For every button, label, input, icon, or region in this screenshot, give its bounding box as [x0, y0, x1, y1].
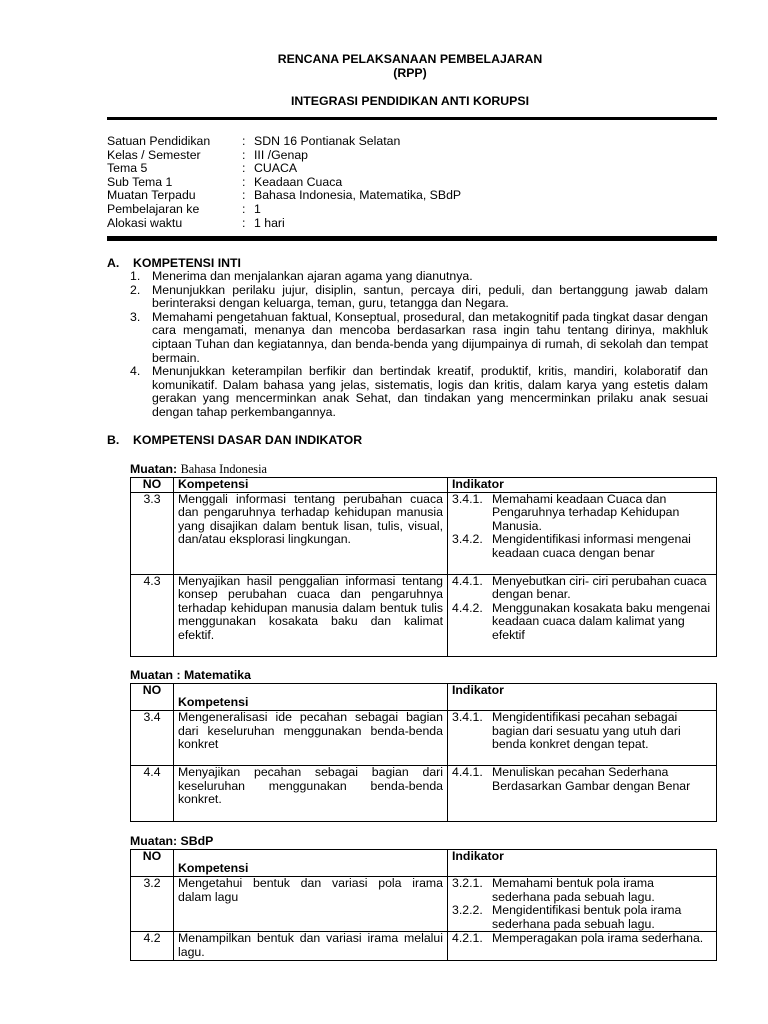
col-kompetensi: Kompetensi: [174, 850, 448, 877]
table-row: 4.4 Menyajikan pecahan sebagai bagian dari keseluruhan menggunakan benda-benda konkret. 4.4.1. Menuliskan pecahan Sederhana Berdasarkan Gambar dengan Benar: [131, 766, 717, 822]
section-b-heading: B. KOMPETENSI DASAR DAN INDIKATOR: [107, 433, 363, 447]
table-matematika: [130, 683, 717, 822]
col-no: NO: [131, 478, 174, 493]
section-a-heading: A. KOMPETENSI INTI: [107, 256, 241, 270]
muatan-bahasa-indonesia: Muatan: Bahasa Indonesia: [130, 462, 267, 476]
list-item: 1. Menerima dan menjalankan ajaran agama yang dianutnya.: [130, 269, 473, 283]
list-item: 4. Menunjukkan keterampilan berfikir dan bertindak kreatif, produktif, kritis, mandiri, kolaboratif dan komunikatif. Dalam bahasa yang jelas, sistematis, logis dan kritis, dalam karya yang estetis dalam gerakan yang mencerminkan anak Sehat, dan tindakan yang mencerminkan prilaku anak sesuai dengan tahap perkembangannya.: [130, 364, 708, 419]
col-indikator: Indikator: [448, 850, 717, 877]
table-row: 4.3 Menyajikan hasil penggalian informasi tentang konsep perubahan cuaca dan pengaruhnya terhadap kehidupan manusia dalam bentuk tulis menggunakan kosakata baku dan kalimat efektif. 4.4.1. Menyebutkan ciri- ciri perubahan cuaca dengan benar. 4.4.2. Menggunakan kosakata baku mengenai keadaan cuaca dalam kalimat yang efektif: [131, 574, 717, 656]
col-no: NO: [131, 684, 174, 711]
table-bahasa-indonesia: [130, 477, 717, 657]
table-row: 3.3 Menggali informasi tentang perubahan cuaca dan pengaruhnya terhadap kehidupan manusia yang disajikan dalam bentuk lisan, tulis, visual, dan/atau eksplorasi lingkungan. 3.4.1. Memahami keadaan Cuaca dan Pengaruhnya terhadap Kehidupan Manusia. 3.4.2. Mengidentifikasi informasi mengenai keadaan cuaca dengan benar: [131, 492, 717, 574]
bottom-rule: [107, 236, 717, 241]
col-indikator: Indikator: [448, 478, 717, 493]
table-sbdp: [130, 849, 717, 961]
doc-heading: INTEGRASI PENDIDIKAN ANTI KORUPSI: [291, 94, 529, 108]
muatan-sbdp: Muatan: SBdP: [130, 834, 214, 848]
table-row: 3.2 Mengetahui bentuk dan variasi pola irama dalam lagu 3.2.1. Memahami bentuk pola irama sederhana pada sebuah lagu. 3.2.2. Mengidentifikasi bentuk pola irama sederhana pada sebuah lagu.: [131, 877, 717, 932]
col-indikator: Indikator: [448, 684, 717, 711]
table-header-row: [131, 478, 717, 493]
col-kompetensi: Kompetensi: [174, 684, 448, 711]
table-header-row: [131, 684, 717, 711]
rpp-page: RENCANA PELAKSANAAN PEMBELAJARAN (RPP) INTEGRASI PENDIDIKAN ANTI KORUPSI Satuan Pendidikan : SDN 16 Pontianak Selatan Kelas / Semester : III /Genap Tema 5 : CUACA Sub Tema 1 : Keadaan Cuaca Muatan Terpadu : Bahasa Indonesia, Matematika, SBdP Pembelajaran ke : 1 Alokasi waktu : 1 hari A. KOMPETENSI INTI 1. Menerima dan menjalankan ajaran agama yang dianutnya. 2. Menunjukkan perilaku jujur, disiplin, santun, percaya diri, peduli, dan bertanggung jawab dalam berinteraksi dengan keluarga, teman, guru, tetangga dan Negara. 3. Memahami pengetahuan faktual, Konseptual, prosedural, dan metakognitif pada tingkat dasar dengan cara mengamati, menanya dan mencoba berdasarkan rasa ingin tahu tentang dirinya, makhluk ciptaan Tuhan dan kegiatannya, dan benda-benda yang dijumpainya di rumah, di sekolah dan tempat bermain. 4. Menunjukkan keterampilan berfikir dan bertindak kreatif, produktif, kritis, mandiri, kolaboratif dan komunikatif. Dalam bahasa yang jelas, sistematis, logis dan kritis, dalam karya yang estetis dalam gerakan yang mencerminkan anak Sehat, dan tindakan yang mencerminkan prilaku anak sesuai dengan tahap perkembangannya. B. KOMPETENSI DASAR DAN INDIKATOR Muatan: Bahasa Indonesia NO Kompetensi Indikator 3.3 Menggali informasi tentang perubahan cuaca dan pengaruhnya terhadap kehidupan manusia yang disajikan dalam bentuk lisan, tulis, visual, dan/atau eksplorasi lingkungan. 3.4.1. Memahami keadaan Cuaca dan Pengaruhnya terhadap Kehidupan Manusia. 3.4.2. Mengidentifikasi informasi mengenai keadaan cuaca dengan benar 4.3 Menyajikan hasil penggalian informasi tentang konsep perubahan cuaca dan pengaruhnya terhadap kehidupan manusia dalam bentuk tulis menggunakan kosakata baku dan kalimat efektif. 4.4.1. Menyebutkan ciri- ciri perubahan cuaca dengan benar. 4.4.2. Menggunakan kosakata baku mengenai keadaan cuaca dalam kalimat yang efektif Muatan : Matematika NO Kompetensi Indikator 3.4 Mengeneralisasi ide pecahan sebagai bagian dari keseluruhan menggunakan benda-benda konkret 3.4.1. Mengidentifikasi pecahan sebagai bagian dari sesuatu yang utuh dari benda konkret dengan tepat. 4.4 Menyajikan pecahan sebagai bagian dari keseluruhan menggunakan benda-benda konkret. 4.4.1. Menuliskan pecahan Sederhana Berdasarkan Gambar dengan Benar Muatan: SBdP NO Kompetensi Indikator 3.2 Mengetahui bentuk dan variasi pola irama dalam lagu 3.2.1. Memahami bentuk pola irama sederhana pada sebuah lagu. 3.2.2. Mengidentifikasi bentuk pola irama sederhana pada sebuah lagu. 4.2 Menampilkan bentuk dan variasi irama melalui lagu. 4.2.1. Memperagakan pola irama sederhana.: [0, 0, 768, 1024]
list-item: 2. Menunjukkan perilaku jujur, disiplin, santun, percaya diri, peduli, dan bertanggung jawab dalam berinteraksi dengan keluarga, teman, guru, tetangga dan Negara.: [130, 282, 708, 311]
table-header-row: [131, 850, 717, 877]
muatan-matematika: Muatan : Matematika: [130, 668, 251, 682]
table-row: 4.2 Menampilkan bentuk dan variasi irama melalui lagu. 4.2.1. Memperagakan pola irama sederhana.: [131, 932, 717, 960]
list-item: 3. Memahami pengetahuan faktual, Konseptual, prosedural, dan metakognitif pada tingkat dasar dengan cara mengamati, menanya dan mencoba berdasarkan rasa ingin tahu tentang dirinya, makhluk ciptaan Tuhan dan kegiatannya, dan benda-benda yang dijumpainya di rumah, di sekolah dan tempat bermain.: [130, 309, 708, 365]
top-rule: [107, 117, 717, 120]
table-row: 3.4 Mengeneralisasi ide pecahan sebagai bagian dari keseluruhan menggunakan benda-benda konkret 3.4.1. Mengidentifikasi pecahan sebagai bagian dari sesuatu yang utuh dari benda konkret dengan tepat.: [131, 711, 717, 766]
col-kompetensi: Kompetensi: [174, 478, 448, 493]
doc-subtitle: (RPP): [393, 66, 427, 80]
kompetensi-inti-list: [130, 270, 708, 420]
col-no: NO: [131, 850, 174, 877]
doc-title: RENCANA PELAKSANAAN PEMBELAJARAN: [277, 52, 543, 66]
